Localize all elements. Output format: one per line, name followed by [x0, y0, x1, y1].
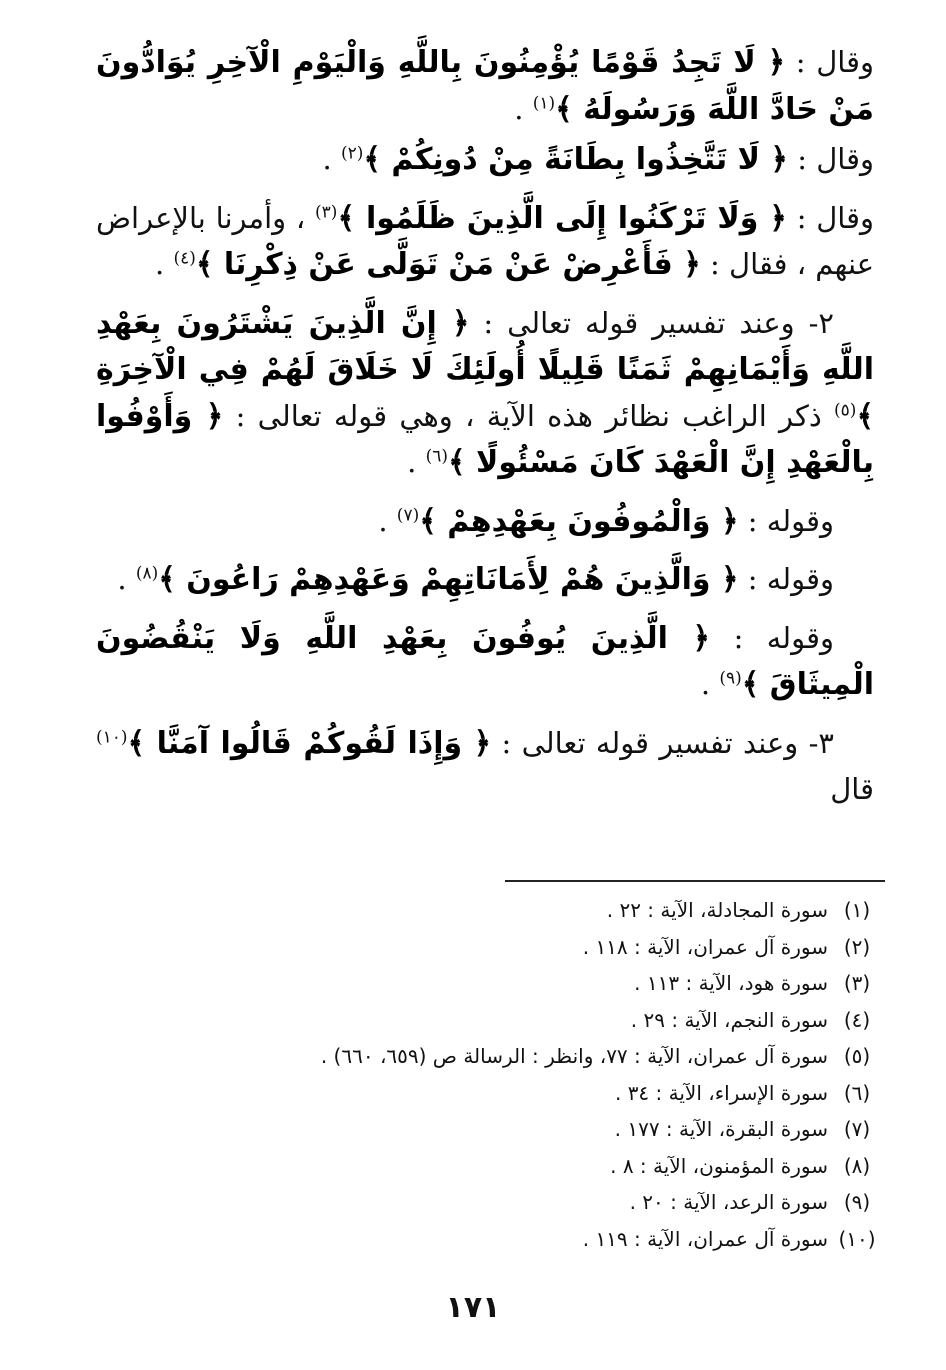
- paragraph-2: [96, 137, 874, 184]
- footnote-number: (٧): [843, 1117, 871, 1141]
- footnote-ref: (٢): [340, 143, 364, 164]
- quran-verse: ﴿ إِنَّ الَّذِينَ يَشْتَرُونَ بِعَهْدِ اللَّهِ وَأَيْمَانِهِمْ ثَمَنًا قَلِيلًا أُولَئِكَ لَا خَلَاقَ لَهُمْ فِي الْآخِرَةِ ﴾: [96, 305, 875, 434]
- paragraph-3: [96, 196, 874, 289]
- paragraph-tail: .: [514, 91, 533, 126]
- footnote-ref: (٩): [719, 668, 742, 689]
- footnotes-list: [150, 892, 886, 1257]
- paragraph-1: [96, 40, 874, 133]
- paragraph-intro: ٣- وعند تفسير قوله تعالى :: [491, 725, 834, 760]
- paragraph-8: [96, 721, 874, 812]
- paragraph-middle: ذكر الراغب نظائر هذه الآية ، وهي قوله تعالى :: [223, 398, 835, 433]
- paragraph-middle: ، وأمرنا بالإعراض عنهم ، فقال :: [96, 200, 874, 281]
- footnote-separator: [505, 880, 885, 882]
- paragraph-intro: وقوله :: [738, 503, 834, 538]
- paragraph-tail: .: [700, 667, 720, 701]
- quran-verse: ﴿ لَا تَتَّخِذُوا بِطَانَةً مِنْ دُونِكُمْ ﴾: [363, 142, 789, 177]
- footnote-ref: (٤): [173, 248, 196, 269]
- paragraph-tail: .: [407, 445, 426, 479]
- paragraph-4: [96, 301, 874, 487]
- footnote-item: [150, 1221, 886, 1258]
- footnote-ref: (٣): [315, 201, 338, 222]
- footnote-text: سورة البقرة، الآية : ١٧٧ .: [614, 1117, 828, 1141]
- footnote-number: (٤): [843, 1007, 871, 1032]
- footnote-text: سورة المجادلة، الآية : ٢٢ .: [606, 898, 828, 922]
- paragraph-intro: وقال :: [785, 45, 875, 79]
- paragraph-tail: .: [322, 142, 341, 176]
- footnote-ref: (١): [532, 92, 556, 113]
- quran-verse: ﴿ وَإِذَا لَقُوكُمْ قَالُوا آمَنَّا ﴾: [127, 725, 492, 761]
- page-number: ١٧١: [445, 1290, 501, 1325]
- footnote-number: (١): [843, 898, 871, 922]
- footnote-text: سورة هود، الآية : ١١٣ .: [634, 971, 828, 995]
- footnote-item: [150, 1184, 886, 1221]
- paragraph-intro: ٢- وعند تفسير قوله تعالى :: [469, 305, 834, 340]
- footnote-text: سورة آل عمران، الآية : ١١٨ .: [582, 934, 828, 959]
- footnote-number: (٣): [843, 971, 871, 995]
- footnote-number: (٨): [843, 1153, 871, 1178]
- footnote-ref: (٥): [834, 399, 857, 420]
- paragraph-5: [96, 499, 874, 546]
- paragraph-intro: وقوله :: [710, 620, 834, 655]
- paragraph-tail: .: [155, 247, 174, 281]
- footnote-item: [150, 1148, 886, 1185]
- footnote-number: (١٠): [838, 1226, 876, 1251]
- footnote-item: [150, 1002, 886, 1039]
- footnote-item: [150, 965, 886, 1002]
- footnote-text: سورة الإسراء، الآية : ٣٤ .: [614, 1080, 828, 1105]
- quran-verse-2: ﴿ فَأَعْرِضْ عَنْ مَنْ تَوَلَّى عَنْ ذِكْرِنَا ﴾: [195, 247, 701, 282]
- footnote-ref: (٨): [135, 563, 159, 584]
- footnote-item: [150, 1111, 886, 1148]
- quran-verse-2: ﴿ وَأَوْفُوا بِالْعَهْدِ إِنَّ الْعَهْدَ كَانَ مَسْئُولًا ﴾: [96, 398, 874, 480]
- paragraph-intro: وقوله :: [738, 562, 834, 596]
- paragraph-tail: .: [378, 503, 397, 538]
- paragraph-intro: وقال :: [788, 142, 874, 176]
- quran-verse: ﴿ الَّذِينَ يُوفُونَ بِعَهْدِ اللَّهِ وَلَا يَنْقُضُونَ الْمِيثَاقَ ﴾: [96, 620, 874, 702]
- footnote-item: [150, 1075, 886, 1112]
- paragraph-tail: قال: [830, 772, 874, 806]
- footnote-number: (٩): [843, 1190, 871, 1214]
- footnote-item: [150, 929, 886, 966]
- quran-verse: ﴿ وَالَّذِينَ هُمْ لِأَمَانَاتِهِمْ وَعَهْدِهِمْ رَاعُونَ ﴾: [158, 562, 739, 597]
- paragraph-intro: وقال :: [786, 200, 875, 235]
- footnote-item: [150, 1038, 886, 1075]
- paragraph-tail: .: [117, 562, 136, 596]
- quran-verse: ﴿ وَلَا تَرْكَنُوا إِلَى الَّذِينَ ظَلَمُوا ﴾: [337, 200, 787, 236]
- footnote-text: سورة النجم، الآية : ٢٩ .: [630, 1007, 828, 1032]
- footnote-ref: (٦): [425, 446, 449, 467]
- footnote-ref: (١٠): [96, 726, 128, 747]
- footnote-text: سورة آل عمران، الآية : ٧٧، وانظر : الرسالة ص (٦٥٩، ٦٦٠) .: [320, 1044, 828, 1068]
- main-text: [96, 40, 874, 824]
- quran-verse: ﴿ لَا تَجِدُ قَوْمًا يُؤْمِنُونَ بِاللَّهِ وَالْيَوْمِ الْآخِرِ يُوَادُّونَ مَنْ حَادَّ اللَّهَ وَرَسُولَهُ ﴾: [96, 45, 874, 127]
- footnote-ref: (٧): [396, 504, 420, 525]
- footnote-item: [150, 892, 886, 929]
- footnote-number: (٦): [843, 1080, 871, 1105]
- footnote-number: (٥): [843, 1044, 871, 1068]
- footnote-text: سورة آل عمران، الآية : ١١٩ .: [582, 1226, 828, 1251]
- paragraph-6: [96, 557, 874, 604]
- footnote-text: سورة الرعد، الآية : ٢٠ .: [629, 1190, 828, 1214]
- paragraph-7: [96, 616, 874, 709]
- quran-verse: ﴿ وَالْمُوفُونَ بِعَهْدِهِمْ ﴾: [419, 503, 739, 539]
- footnote-number: (٢): [843, 934, 871, 959]
- footnote-text: سورة المؤمنون، الآية : ٨ .: [610, 1153, 828, 1178]
